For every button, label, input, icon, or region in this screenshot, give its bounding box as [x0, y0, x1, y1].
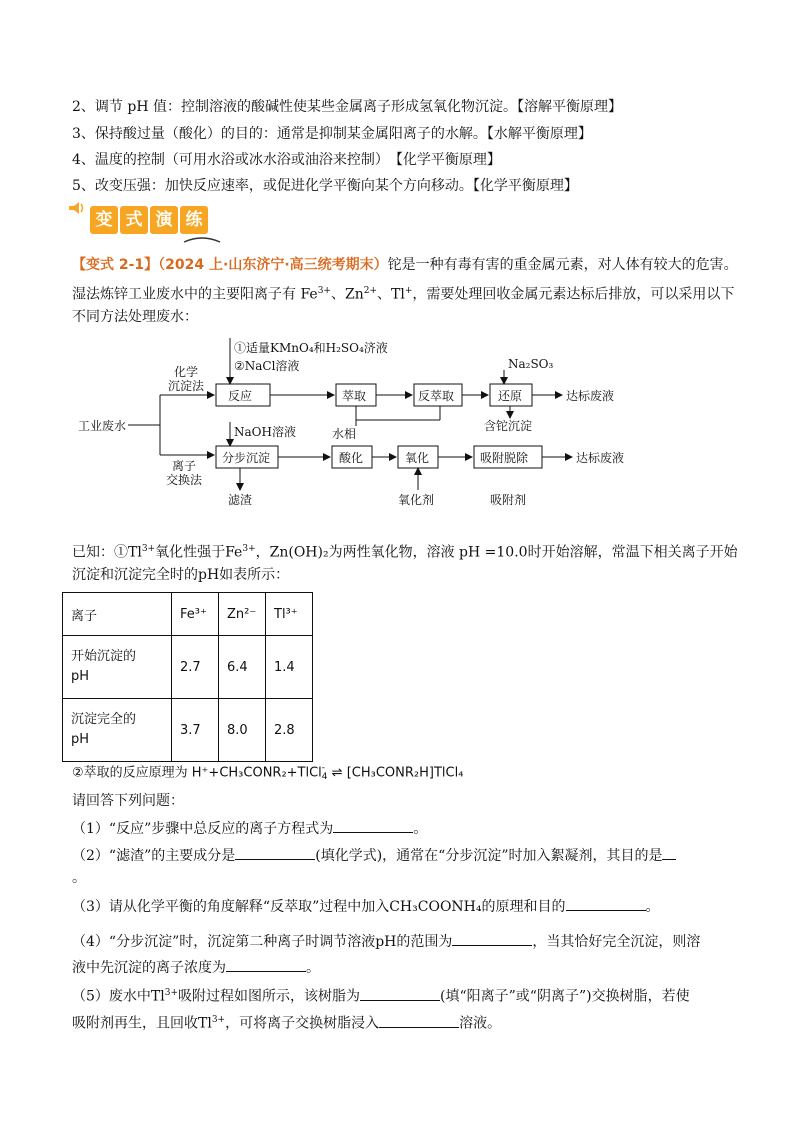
known-sup-tl: 3+: [141, 544, 156, 554]
table-header-row: [63, 593, 313, 636]
flow-method-ion-2: 交换法: [166, 473, 203, 487]
row-label-2: pH: [71, 732, 90, 747]
sup-zn: 2+: [363, 286, 377, 296]
table-cell: 1.4: [266, 636, 313, 699]
flow-naoh: NaOH溶液: [234, 425, 296, 439]
known-2-sub: 4: [321, 772, 328, 782]
box-acidify: 酸化: [339, 451, 364, 465]
box-oxidize: 氧化: [405, 451, 430, 465]
flow-source: 工业废水: [78, 419, 127, 433]
flow-tl-precip: 含铊沉淀: [484, 419, 533, 433]
question-4-cont: [72, 957, 320, 977]
flow-reagent-1: ①适量KMnO₄和H₂SO₄济液: [234, 341, 388, 355]
answer-blank[interactable]: [662, 845, 676, 860]
table-header-cell: Fe³⁺: [172, 593, 219, 636]
box-step-precip: 分步沉淀: [222, 451, 271, 465]
q4-text: （4）“分步沉淀”时，沉淀第二种离子时调节溶液pH的范围为: [72, 934, 453, 950]
box-extract: 萃取: [342, 389, 367, 403]
answer-blank[interactable]: [566, 896, 646, 911]
row-label-1: 开始沉淀的: [71, 649, 137, 664]
question-5-cont: [72, 1011, 501, 1033]
q3-end: 。: [645, 899, 660, 915]
problem-intro-2d: ，需要处理回收金属元素达标后排放，可以采用以下: [412, 286, 735, 303]
known-line-1: [72, 540, 738, 562]
sup-tl: +: [404, 286, 413, 296]
q1-text: （1）“反应”步骤中总反应的离子方程式为: [72, 821, 334, 837]
known-line-2: 沉淀和沉淀完全时的pH如表所示：: [72, 567, 290, 583]
q5-text-c: (填“阳离子”或“阴离子”)交换树脂，若使: [440, 988, 690, 1005]
question-5: [72, 984, 690, 1006]
intro-line-5: 5、改变压强：加快反应速率，或促进化学平衡向某个方向移动。【化学平衡原理】: [72, 178, 578, 194]
table-header-cell: 离子: [63, 593, 172, 636]
known-sup-fe: 3+: [242, 544, 256, 554]
intro-line-2: 2、调节 pH 值：控制溶液的酸碱性使某些金属离子形成氢氧化物沉淀。【溶解平衡原理】: [72, 99, 622, 115]
known-1c: ，Zn(OH)₂为两性氧化物，溶液 pH =10.0时开始溶解，常温下相关离子开始: [255, 544, 738, 561]
table-cell: 6.4: [219, 636, 266, 699]
known-1b: 氧化性强于Fe: [155, 544, 243, 561]
q2-end: 。: [72, 870, 86, 886]
ion-ph-table: [62, 592, 313, 762]
problem-source: （2024 上·山东济宁·高三统考期末）: [158, 257, 388, 273]
q4-text-b: ，当其恰好完全沉淀，则溶: [532, 934, 701, 950]
q5-text-e: ，可将离子交换树脂浸入: [225, 1015, 380, 1032]
answer-blank[interactable]: [452, 931, 532, 946]
row-label-2: pH: [71, 669, 90, 684]
speaker-icon: [66, 198, 86, 218]
known-2b: [CH₃CONR₂H]TlCl₄: [346, 765, 464, 781]
flow-out-bottom: 达标废液: [576, 451, 625, 465]
q5-sup2: 3+: [211, 1015, 226, 1025]
equilibrium-arrow: ⇌: [331, 765, 343, 781]
table-row: [63, 699, 313, 762]
q5-sup: 3+: [164, 988, 179, 998]
banner-char-1: 变: [90, 206, 118, 234]
question-4: [72, 931, 700, 951]
box-reduce: 还原: [498, 389, 523, 403]
problem-intro-line-1: [72, 256, 738, 274]
flow-method-chem-2: 沉淀法: [168, 379, 205, 393]
flow-method-chem-1: 化学: [174, 365, 199, 379]
q3-text: （3）请从化学平衡的角度解释“反萃取”过程中加入CH₃COONH₄的原理和目的: [72, 899, 566, 915]
question-1: [72, 818, 427, 838]
banner-char-3: 演: [150, 206, 178, 234]
problem-intro-2c: 、Tl: [377, 286, 405, 303]
flow-adsorbent: 吸附剂: [490, 493, 527, 507]
book-icon: [182, 232, 222, 246]
problem-intro-2b: 、Zn: [330, 286, 364, 303]
answer-blank[interactable]: [226, 957, 306, 972]
banner-char-4: 练: [180, 206, 208, 234]
table-header-cell: Zn²⁻: [219, 593, 266, 636]
box-react: 反应: [228, 389, 253, 403]
flow-reagent-2: ②NaCl溶液: [234, 359, 300, 373]
sup-fe: 3+: [317, 286, 331, 296]
question-2: [72, 845, 676, 865]
table-header-cell: Tl³⁺: [266, 593, 313, 636]
known-2-sup: -: [321, 763, 326, 773]
problem-intro-1: 铊是一种有毒有害的重金属元素，对人体有较大的危害。: [387, 257, 738, 273]
q2-text-b: (填化学式)，通常在“分步沉淀”时加入絮凝剂，其目的是: [315, 848, 663, 864]
table-row: [63, 636, 313, 699]
problem-intro-line-2: [72, 282, 734, 304]
flow-water-phase: 水相: [332, 427, 357, 441]
section-banner: [72, 200, 212, 240]
table-row-label: [63, 699, 172, 762]
row-label-1: 沉淀完全的: [71, 712, 137, 727]
problem-tag: 【变式 2-1】: [72, 257, 159, 273]
banner-char-2: 式: [120, 206, 148, 234]
flow-out-top: 达标废液: [566, 389, 615, 403]
box-back-extract: 反萃取: [418, 389, 455, 403]
flow-residue: 滤渣: [228, 493, 253, 507]
known-1a: 已知：①Tl: [72, 544, 142, 561]
process-flow-diagram: [0, 330, 800, 520]
problem-intro-2a: 湿法炼锌工业废水中的主要阳离子有 Fe: [72, 286, 318, 303]
box-adsorb: 吸附脱除: [480, 451, 529, 465]
ask-line: 请回答下列问题：: [72, 793, 184, 809]
q1-end: 。: [413, 821, 428, 837]
answer-blank[interactable]: [360, 986, 440, 1001]
question-3: [72, 896, 660, 916]
known-2-line: [72, 764, 463, 783]
intro-line-4: 4、温度的控制（可用水浴或冰水浴或油浴来控制） 【化学平衡原理】: [72, 152, 501, 168]
q4-text-c: 液中先沉淀的离子浓度为: [72, 960, 226, 976]
answer-blank[interactable]: [379, 1013, 459, 1028]
q4-end: 。: [306, 960, 320, 976]
flow-oxidant: 氧化剂: [398, 493, 435, 507]
answer-blank[interactable]: [333, 818, 413, 833]
table-cell: 2.8: [266, 699, 313, 762]
answer-blank[interactable]: [235, 845, 315, 860]
intro-line-3: 3、保持酸过量（酸化）的目的：通常是抑制某金属阳离子的水解。【水解平衡原理】: [72, 126, 592, 142]
flow-na2so3: Na₂SO₃: [508, 357, 554, 371]
known-2a: ②萃取的反应原理为 H⁺+CH₃CONR₂+TlCl: [72, 765, 322, 781]
problem-intro-3: 不同方法处理废水：: [72, 309, 198, 325]
q5-text-a: （5）废水中Tl: [72, 988, 165, 1005]
q5-text-b: 吸附过程如图所示，该树脂为: [178, 988, 361, 1005]
table-row-label: [63, 636, 172, 699]
table-cell: 8.0: [219, 699, 266, 762]
q5-text-d: 吸附剂再生，且回收Tl: [72, 1015, 212, 1032]
q5-end: 溶液。: [459, 1015, 502, 1032]
table-cell: 3.7: [172, 699, 219, 762]
table-cell: 2.7: [172, 636, 219, 699]
q2-text: （2）“滤渣”的主要成分是: [72, 848, 236, 864]
flow-method-ion-1: 离子: [172, 459, 197, 473]
